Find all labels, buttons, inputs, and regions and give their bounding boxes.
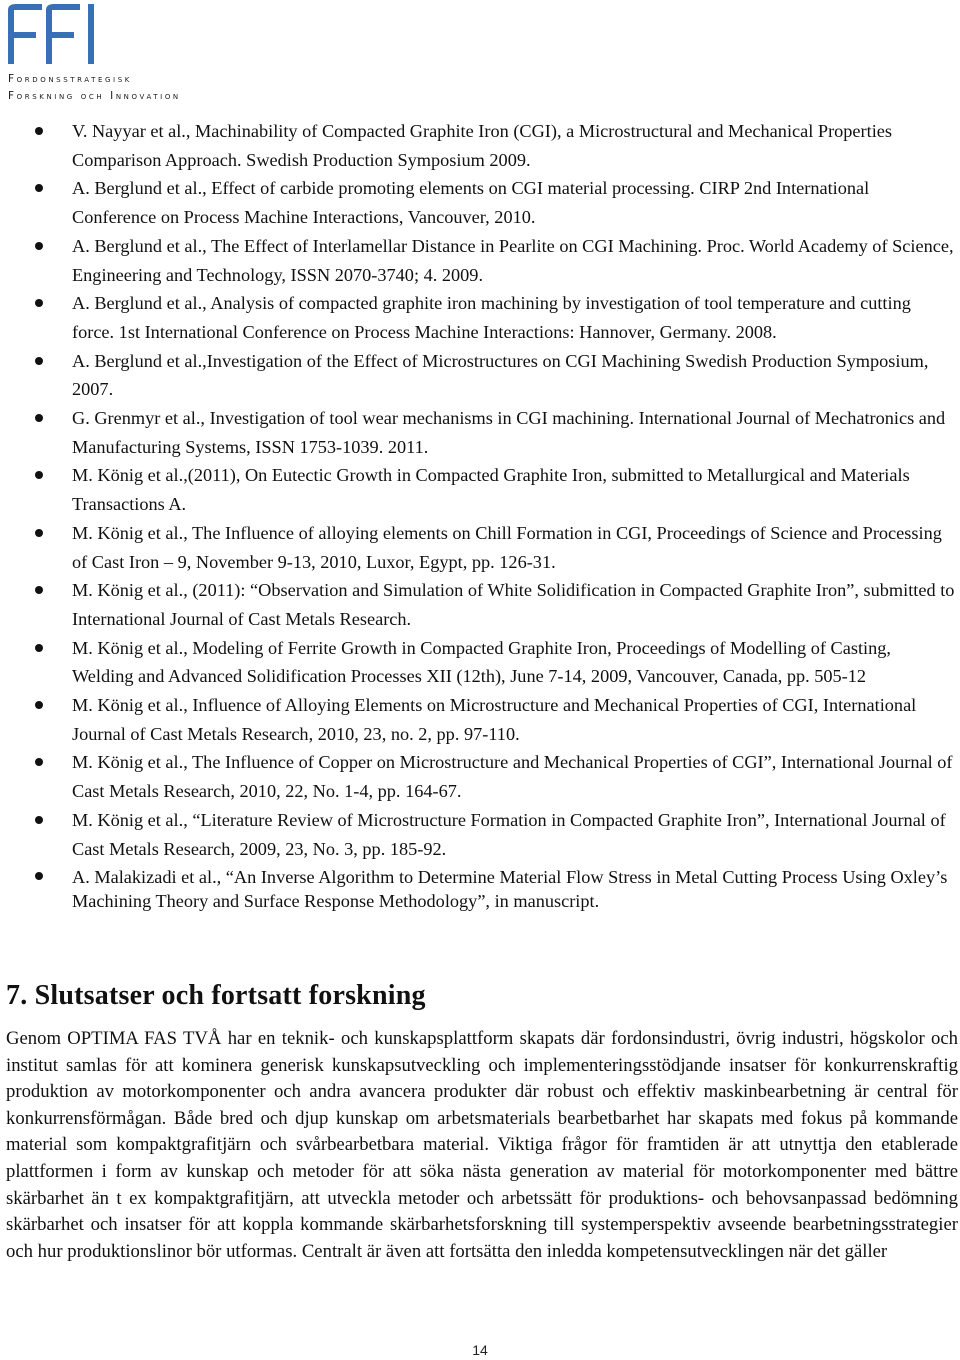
bullet-icon	[35, 758, 43, 766]
reference-text: M. König et al., Influence of Alloying Elements on Microstructure and Mechanical Properties of CGI, International Journal of Cast Metals Research, 2010, 23, no. 2, pp. 97-110.	[72, 695, 917, 744]
bullet-icon	[35, 529, 43, 537]
reference-item	[0, 691, 960, 748]
ffi-logo	[8, 4, 208, 104]
reference-text: A. Malakizadi et al., “An Inverse Algorithm to Determine Material Flow Stress in Metal Cutting Process Using Oxley’s Machining Theory and Surface Response Methodology”, in manuscript.	[72, 867, 948, 912]
bullet-icon	[35, 299, 43, 307]
logo-tagline-line-2: Forskning och Innovation	[8, 90, 181, 102]
reference-item	[0, 232, 960, 289]
reference-item	[0, 289, 960, 346]
reference-text: M. König et al., Modeling of Ferrite Growth in Compacted Graphite Iron, Proceedings of Modelling of Casting, Welding and Advanced Solidification Processes XII (12th), June 7-14, 2009, Vancouver, Canada, pp. 505-12	[72, 637, 891, 687]
reference-item	[0, 634, 960, 691]
reference-item	[0, 404, 960, 461]
reference-item	[0, 863, 960, 913]
bullet-icon	[35, 357, 43, 365]
reference-text: M. König et al., “Literature Review of Microstructure Formation in Compacted Graphite Iron”, International Journal of Cast Metals Research, 2009, 23, No. 3, pp. 185-92.	[72, 809, 946, 859]
reference-text: M. König et al., The Influence of alloying elements on Chill Formation in CGI, Proceedings of Science and Processing of Cast Iron – 9, November 9-13, 2010, Luxor, Egypt, pp. 126-31.	[72, 522, 942, 572]
reference-text: A. Berglund et al., Analysis of compacted graphite iron machining by investigation of tool temperature and cutting force. 1st International Conference on Process Machine Interactions: Hannover, Germany. 2008.	[72, 293, 911, 342]
reference-text: A. Berglund et al., Effect of carbide promoting elements on CGI material processing. CIRP 2nd International Conference on Process Machine Interactions, Vancouver, 2010.	[72, 178, 870, 228]
reference-text: M. König et al.,(2011), On Eutectic Growth in Compacted Graphite Iron, submitted to Metallurgical and Materials Transactions A.	[72, 465, 910, 515]
bullet-icon	[35, 414, 43, 422]
bullet-icon	[35, 127, 43, 135]
section-heading: 7. Slutsatser och fortsatt forskning	[6, 980, 426, 1011]
body-paragraph: Genom OPTIMA FAS TVÅ har en teknik- och kunskapsplattform skapats där fordonsindustri, övrig industri, högskolor och institut samlas för att kominera generisk kunskapsutveckling och implementeringsstödjande insatser för konkurrenskraftig produktion av motorkomponenter och andra avancera produkter där robust och effektiv maskinbearbetning är central för konkurrensförmågan. Både bred och djup kunskap om arbetsmaterials bearbetbarhet har skapats med fokus på kommande material som kompaktgrafitjärn och svårbearbetbara material. Viktiga frågor för framtiden är att utnyttja den etablerade plattformen i form av kunskap och metoder för att söka nästa generation av material för motorkomponenter med bättre skärbarhet än t ex kompaktgrafitjärn, att utveckla metoder och arbetssätt för produktions- och behovsanpassad bedömning skärbarhet och insatser för att koppla kommande skärbarhetsforskning till systemperspektiv avseende bearbetningsstrategier och hur produktionslinor bör utformas. Centralt är även att fortsätta den inledda kompetensutvecklingen när det gäller	[6, 1028, 958, 1262]
bullet-icon	[35, 644, 43, 652]
reference-text: M. König et al., The Influence of Copper on Microstructure and Mechanical Properties of CGI”, International Journal of Cast Metals Research, 2010, 22, No. 1-4, pp. 164-67.	[72, 752, 953, 802]
reference-text: A. Berglund et al.,Investigation of the Effect of Microstructures on CGI Machining Swedish Production Symposium, 2007.	[72, 350, 929, 400]
logo-tagline-line-1: Fordonsstrategisk	[8, 73, 132, 85]
reference-item	[0, 806, 960, 863]
reference-item	[0, 174, 960, 231]
bullet-icon	[35, 701, 43, 709]
reference-list	[0, 117, 960, 913]
page-number: 14	[472, 1342, 488, 1358]
bullet-icon	[35, 816, 43, 824]
ffi-logo-mark	[8, 4, 100, 64]
reference-text: M. König et al., (2011): “Observation and Simulation of White Solidification in Compacted Graphite Iron”, submitted to International Journal of Cast Metals Research.	[72, 580, 955, 629]
bullet-icon	[35, 872, 43, 880]
reference-item	[0, 519, 960, 576]
bullet-icon	[35, 471, 43, 479]
reference-item	[0, 461, 960, 518]
reference-text: G. Grenmyr et al., Investigation of tool wear mechanisms in CGI machining. International Journal of Mechatronics and Manufacturing Systems, ISSN 1753-1039. 2011.	[72, 408, 946, 457]
reference-text: A. Berglund et al., The Effect of Interlamellar Distance in Pearlite on CGI Machining. Proc. World Academy of Science, Engineering and Technology, ISSN 2070-3740; 4. 2009.	[72, 235, 954, 285]
reference-item	[0, 347, 960, 404]
reference-text: V. Nayyar et al., Machinability of Compacted Graphite Iron (CGI), a Microstructural and Mechanical Properties Comparison Approach. Swedish Production Symposium 2009.	[72, 121, 893, 170]
reference-item	[0, 117, 960, 174]
bullet-icon	[35, 586, 43, 594]
bullet-icon	[35, 184, 43, 192]
reference-item	[0, 748, 960, 805]
bullet-icon	[35, 242, 43, 250]
reference-item	[0, 576, 960, 633]
